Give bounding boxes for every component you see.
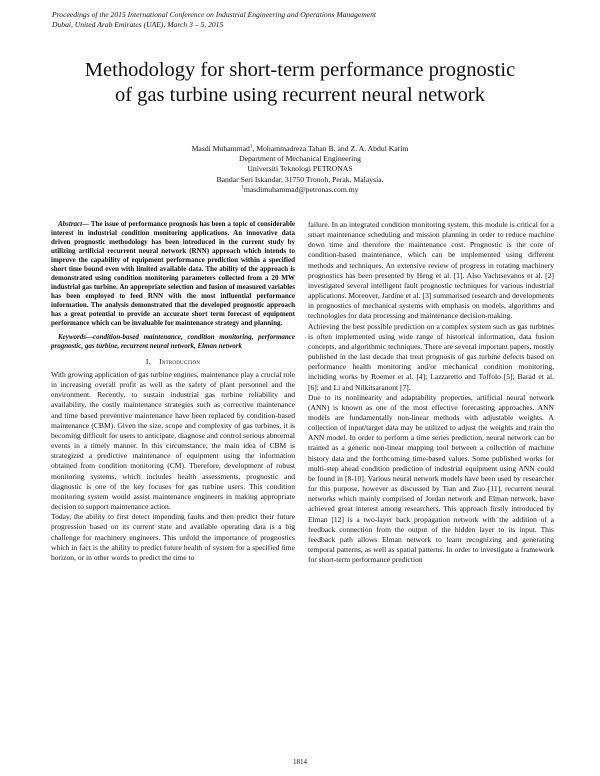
keywords [51, 333, 295, 351]
proceedings-line-1: Proceedings of the 2015 International Conference on Industrial Engineering and Operations Management [52, 10, 377, 19]
author-block [60, 144, 540, 195]
author-university: Universiti Teknologi PETRONAS [247, 164, 353, 174]
section-title: Introduction [159, 357, 201, 366]
title-line-2: of gas turbine using recurrent neural network [114, 84, 485, 106]
abstract-text: — The issue of performance prognosis has been a topic of considerable interest in industrial condition monitoring applications. An innovative data driven prognostic methodology has been introduced in the current study by utilizing artificial recurrent neural network (RNN) approach which intends to improve the capability of equipment performance prediction within a specified short time bound even with limited available data. The ability of the approach is demonstrated using condition monitoring parameters collected from a 20 MW industrial gas turbine. An appropriate selection and fusion of measured variables has been employed to feed RNN with the most influential performance information. The analysis demonstrated that the developed prognostic approach has a great potential to provide an accurate short term forecast of equipment performance which can be invaluable for maintenance strategy and planning. [51, 220, 295, 327]
right-paragraph-1: failure. In an integrated condition monitoring system, this module is critical for a smart maintenance scheduling and mission planning in order to reduce machine down time and therefore the maintenance cost. Prognostic is the core of condition-based maintenance, which can be implemented using different methods and techniques. An extensive review of progress in rotating machinery prognostics has been presented by Heng et al. [1]. Also Vachtsevanos et al. [2] investigated several intelligent fault prognostic techniques for various industrial applications. Moreover, Jardine et al. [3] summarised research and developments in prognostics of mechanical systems with emphasis on models, algorithms and technologies for data processing and maintenance decision-making. [308, 220, 554, 321]
left-column [51, 220, 295, 563]
title-line-1: Methodology for short-term performance prognostic [84, 59, 516, 81]
author-names [60, 144, 540, 154]
keywords-lead: Keywords [58, 333, 86, 341]
author-first: Masdi Muhammad [191, 144, 250, 153]
author-email-line [60, 185, 540, 195]
keywords-text: —condition-based maintenance, condition monitoring, performance prognostic, gas turbine, recurrent neural network, Elman network [51, 333, 295, 350]
author-address: Bandar Seri Iskandar, 31750 Tronoh, Perak, Malaysia. [216, 174, 384, 184]
abstract [51, 220, 295, 328]
proceedings-line-2: Dubai, United Arab Emirates (UAE), March 3 – 5, 2015 [52, 20, 224, 29]
abstract-lead: Abstract [58, 220, 83, 228]
section-number: I. [145, 357, 151, 366]
paper-title [40, 58, 560, 108]
section-heading-introduction [51, 357, 295, 367]
author-email-sup: 1 [241, 185, 244, 191]
right-column [308, 220, 554, 565]
intro-paragraph-2: Today, the ability to first detect impending faults and then predict their future progression based on its current state and available operating data is a big challenge for machinery engineers. This unfold the importance of prognostics which in fact is the ability to predict future health of system for a specified time horizon, or in other words to predict the time to [51, 512, 295, 562]
right-paragraph-2: Achieving the best possible prediction on a complex system such as gas turbines is often implemented using wide range of historical information, data fusion concepts, and algorithmic techniques. There are several important papers, mostly published in the last decade that treat prognosis of gas turbine defects based on performance health monitoring and/or mechanical condition monitoring, including works by Roemer et al. [4]; Lazzaretto and Toffolo [5]; Barad et al. [6]; and Li and Nilkitsaranont [7]. [308, 321, 554, 392]
author-email: masdimuhammad@petronas.com.my [243, 184, 359, 194]
page-number: 1814 [293, 758, 307, 766]
right-paragraph-3: Due to its nonlinearity and adaptability properties, artificial neural network (ANN) is known as one of the most effective forecasting approaches. ANN models are fundamentally non-linear methods with adjustable weights. A collection of input/target data may be utilized to adjust the weights and train the ANN model. In order to perform a time series prediction, neural network can be trained as a generic non-linear mapping tool between a collection of machine history data and the forthcoming time-based values. Some published works for multi-step ahead condition prediction of industrial equipment using ANN could be found in [8-10]. Various neural network models have been used by researcher for this purpose, however as discussed by Tian and Zuo [11], recurrent neural networks which mainly comprised of Jordan network and Elman network, have achieved great interest among researchers. This approach firstly introduced by Elman [12] is a two-layer back propagation network with the addition of a feedback connection from the output of the hidden layer to its input. This feedback path allows Elman network to learn recognizing and generating temporal patterns, as well as spatial patterns. In order to investigate a framework for short-term performance prediction [308, 392, 554, 565]
proceedings-header [52, 10, 552, 30]
author-first-sup: 1 [249, 144, 253, 150]
intro-paragraph-1: With growing application of gas turbine engines, maintenance play a crucial role in increasing overall profit as well as the safety of plant personnel and the environment. Recently, to sustain industrial gas turbine reliability and availability, the costly maintenance strategies such as corrective maintenance and time based preventive maintenance have been replaced by condition-based maintenance (CBM). Given the size, scope and complexity of gas turbines, it is becoming difficult for users to anticipate, diagnose and control serious abnormal events in a timely manner. In this circumstance, the main idea of CBM is strategized a predictive maintenance of equipment using the information obtained from condition monitoring (CM). Therefore, development of robust monitoring systems, which includes health assessments, prognostic and diagnostic is one of the key focuses for gas turbine users. This condition monitoring system would assist maintenance engineers in making appropriate decision to support maintenance action. [51, 370, 295, 512]
author-others: , Mohammadreza Tahan B. and Z. A. Abdul Karim [252, 144, 409, 153]
author-department: Department of Mechanical Engineering [239, 154, 361, 164]
